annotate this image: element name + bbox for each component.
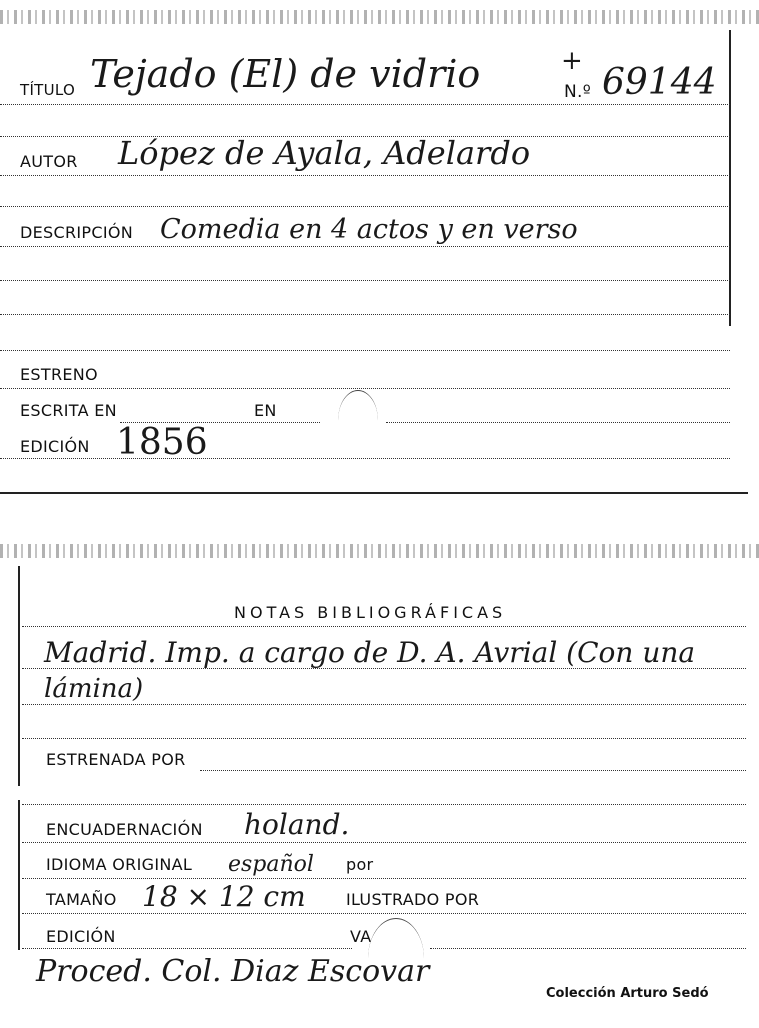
edicion-rule bbox=[0, 458, 730, 459]
notas-rule-3 bbox=[22, 704, 746, 705]
encuadernacion-value: holand. bbox=[244, 808, 350, 841]
edicion-label: EDICIÓN bbox=[20, 437, 90, 456]
bottom-card-left-border-2 bbox=[18, 800, 20, 950]
estrenada-por-rule bbox=[200, 770, 746, 771]
coleccion-credit: Colección Arturo Sedó bbox=[546, 986, 709, 1001]
encuadernacion-rule bbox=[22, 842, 746, 843]
idioma-original-value: español bbox=[228, 852, 314, 877]
top-card-scan-edge bbox=[0, 10, 759, 24]
numero-mark: + bbox=[561, 46, 583, 76]
descripcion-label: DESCRIPCIÓN bbox=[20, 223, 133, 242]
notas-title: NOTAS BIBLIOGRÁFICAS bbox=[234, 603, 507, 622]
notas-rule-1 bbox=[22, 626, 746, 627]
paper-smudge bbox=[338, 390, 378, 451]
top-card-right-border bbox=[729, 30, 731, 326]
tamano-rule bbox=[22, 913, 746, 914]
autor-rule bbox=[0, 175, 730, 176]
edicion-value: 1856 bbox=[116, 422, 208, 463]
idioma-original-label: IDIOMA ORIGINAL bbox=[46, 855, 193, 874]
edicion-bottom-rule-2 bbox=[430, 948, 746, 949]
escrita-en-rule-2 bbox=[386, 422, 730, 423]
numero-prefix: N.º bbox=[564, 82, 592, 102]
descripcion-rule-3 bbox=[0, 314, 730, 315]
autor-value: López de Ayala, Adelardo bbox=[118, 134, 531, 172]
tamano-value: 18 × 12 cm bbox=[142, 880, 306, 913]
notas-rule-2 bbox=[22, 668, 746, 669]
tamano-label: TAMAÑO bbox=[46, 890, 117, 909]
proced-value: Proced. Col. Diaz Escovar bbox=[36, 954, 430, 989]
numero-value: 69144 bbox=[602, 62, 717, 103]
estreno-rule bbox=[0, 388, 730, 389]
notas-line2: lámina) bbox=[44, 674, 144, 704]
edicion-bottom-label: EDICIÓN bbox=[46, 927, 116, 946]
escrita-en-label: ESCRITA EN bbox=[20, 401, 117, 420]
titulo-label: TÍTULO bbox=[20, 81, 76, 99]
por-label: por bbox=[346, 855, 374, 874]
notas-rule-4 bbox=[22, 738, 746, 739]
idioma-original-rule bbox=[22, 878, 746, 879]
descripcion-value: Comedia en 4 actos y en verso bbox=[160, 214, 578, 245]
notas-line1: Madrid. Imp. a cargo de D. A. Avrial (Con una bbox=[44, 636, 696, 669]
encuadernacion-label: ENCUADERNACIÓN bbox=[46, 820, 203, 839]
titulo-rule bbox=[0, 104, 730, 105]
va-label: VA bbox=[350, 927, 372, 946]
estreno-label: ESTRENO bbox=[20, 365, 98, 384]
autor-rule-2 bbox=[0, 206, 730, 207]
en-label: EN bbox=[254, 401, 277, 420]
autor-label: AUTOR bbox=[20, 152, 78, 171]
descripcion-rule bbox=[0, 246, 730, 247]
top-card-bottom-border bbox=[0, 492, 748, 494]
bottom-card-scan-edge bbox=[0, 544, 759, 558]
estrenada-por-rule-2 bbox=[22, 804, 746, 805]
bottom-card-left-border bbox=[18, 566, 20, 786]
ilustrado-por-label: ILUSTRADO POR bbox=[346, 890, 480, 909]
descripcion-rule-2 bbox=[0, 280, 730, 281]
edicion-bottom-rule bbox=[22, 948, 352, 949]
estrenada-por-label: ESTRENADA POR bbox=[46, 750, 186, 769]
descripcion-rule-4 bbox=[0, 350, 730, 351]
titulo-value: Tejado (El) de vidrio bbox=[90, 52, 481, 96]
